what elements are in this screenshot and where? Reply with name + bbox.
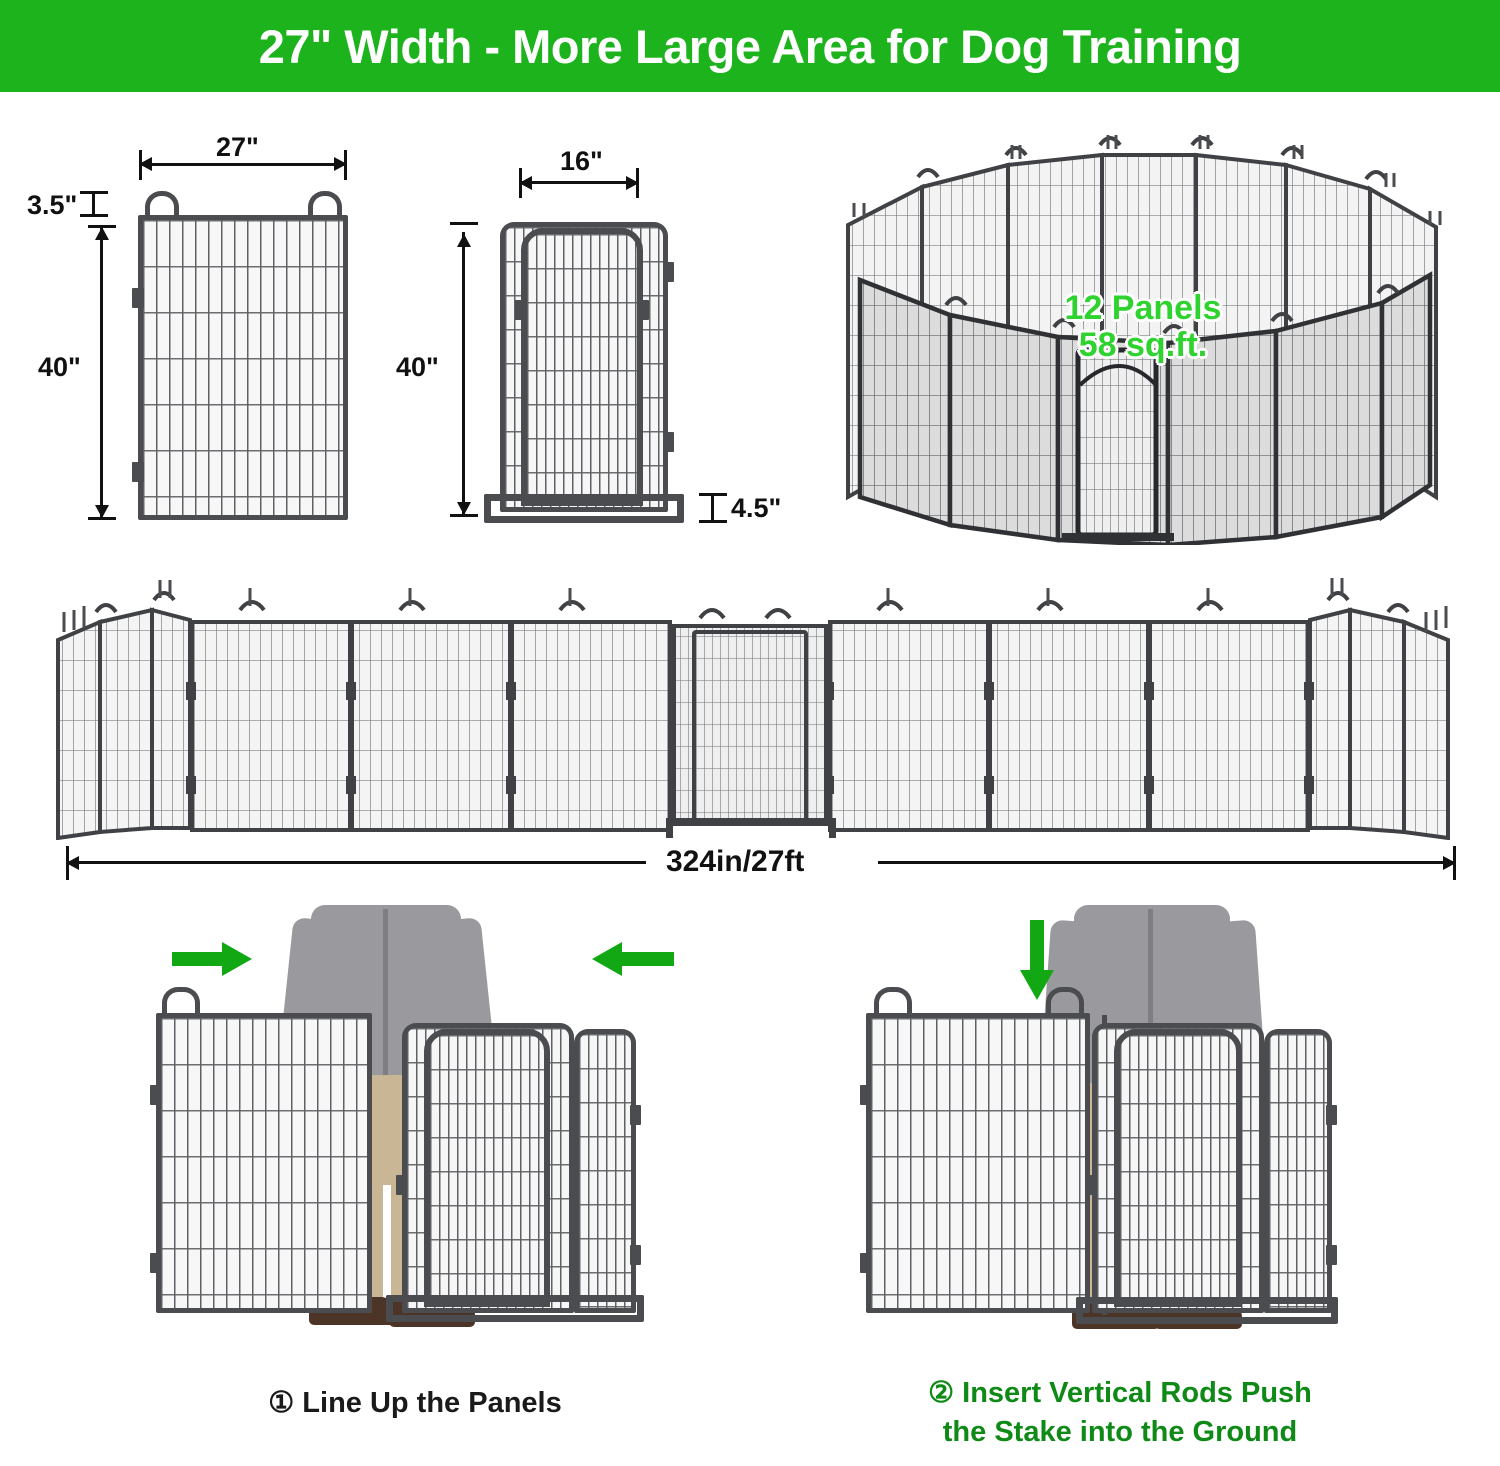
panel-hinge [860,1085,871,1105]
step1-base-bar [386,1295,644,1302]
step-2-illustration [840,905,1400,1325]
panel-hinge [1326,1245,1337,1265]
pen-callout-panels: 12 Panels [1064,289,1222,327]
gate-base-bar [484,494,684,501]
dimension-arrow [334,157,347,171]
step-2-label-line1: ② Insert Vertical Rods Push [928,1377,1312,1409]
step-1-caption [165,1385,665,1420]
step1-arrow-right [172,942,254,976]
step-1-number: ① [268,1387,295,1419]
gate-height-line [462,232,465,516]
panel-loop-icon [308,191,342,217]
gate-hinge [515,300,526,320]
gate-width-line [519,181,639,184]
dimension-tick [450,222,478,225]
dimension-arrow [95,227,109,240]
step-2-label-line2: the Stake into the Ground [942,1416,1298,1448]
loop-height-label: 3.5" [27,190,78,220]
step2-base-bar [1076,1297,1338,1304]
panel-hinge [396,1175,407,1195]
step2-arrow-down [1020,920,1054,1002]
panel-height-line [100,225,103,520]
panel-row-illustration [40,570,1470,840]
panel-width-label: 27" [216,132,259,162]
panel-hinge [132,288,144,308]
step2-panel-right [1264,1029,1332,1313]
dimension-arrow [139,157,152,171]
step1-gate-door [424,1029,550,1307]
dimension-arrow [457,234,471,247]
pen-callout [1028,290,1258,363]
dimension-tick [80,191,108,194]
gate-base-height-label: 4.5" [731,493,782,523]
step-2-caption [840,1375,1400,1449]
step2-base-bar [1076,1317,1338,1324]
panel-hinge [1086,1175,1097,1195]
panel-hinge [630,1105,641,1125]
width-dimension-line [139,163,347,166]
dimension-arrow [626,176,639,190]
sweater-zipper [383,909,388,1079]
panel-hinge [132,462,144,482]
dimension-tick [699,493,727,496]
total-length-line-right [878,861,1456,864]
step1-panel-right [574,1029,636,1313]
dimension-arrow [519,176,532,190]
step1-base-bar [386,1315,644,1322]
panel-hinge [150,1085,161,1105]
step2-gate-door [1114,1029,1242,1307]
gate-height-label: 40" [396,352,439,382]
dimension-arrow [1443,856,1456,870]
gate-hinge [638,300,649,320]
step1-arrow-left [592,942,674,976]
panel-row-svg [40,570,1470,840]
step-1-label: Line Up the Panels [302,1387,562,1419]
panel-hinge [150,1253,161,1273]
dimension-arrow [457,502,471,515]
step1-panel-left [156,1013,372,1313]
page-title: 27" Width - More Large Area for Dog Training [258,19,1242,73]
header-banner [0,0,1500,92]
panel-mesh [138,215,348,520]
gate-base-height-line [711,494,714,522]
total-length-label: 324in/27ft [666,845,805,878]
dimension-tick [699,520,727,523]
gate-base-bar [484,516,684,523]
dimension-tick [80,214,108,217]
gate-hinge [663,262,674,282]
panel-loop-icon [874,987,912,1015]
panel-loop-icon [145,191,179,217]
panel-loop-icon [162,987,200,1015]
panel-hinge [860,1253,871,1273]
pen-callout-area: 58 sq.ft. [1078,325,1208,364]
dimension-arrow [95,505,109,518]
step2-panel-left [866,1013,1090,1313]
panel-height-label: 40" [38,352,81,382]
panel-hinge [1326,1105,1337,1125]
panel-hinge [630,1245,641,1265]
total-length-line-left [66,861,646,864]
octagon-pen-illustration [830,125,1450,545]
dimension-arrow [66,856,79,870]
gate-hinge [663,432,674,452]
gate-door [521,228,643,506]
gate-width-label: 16" [560,146,603,176]
